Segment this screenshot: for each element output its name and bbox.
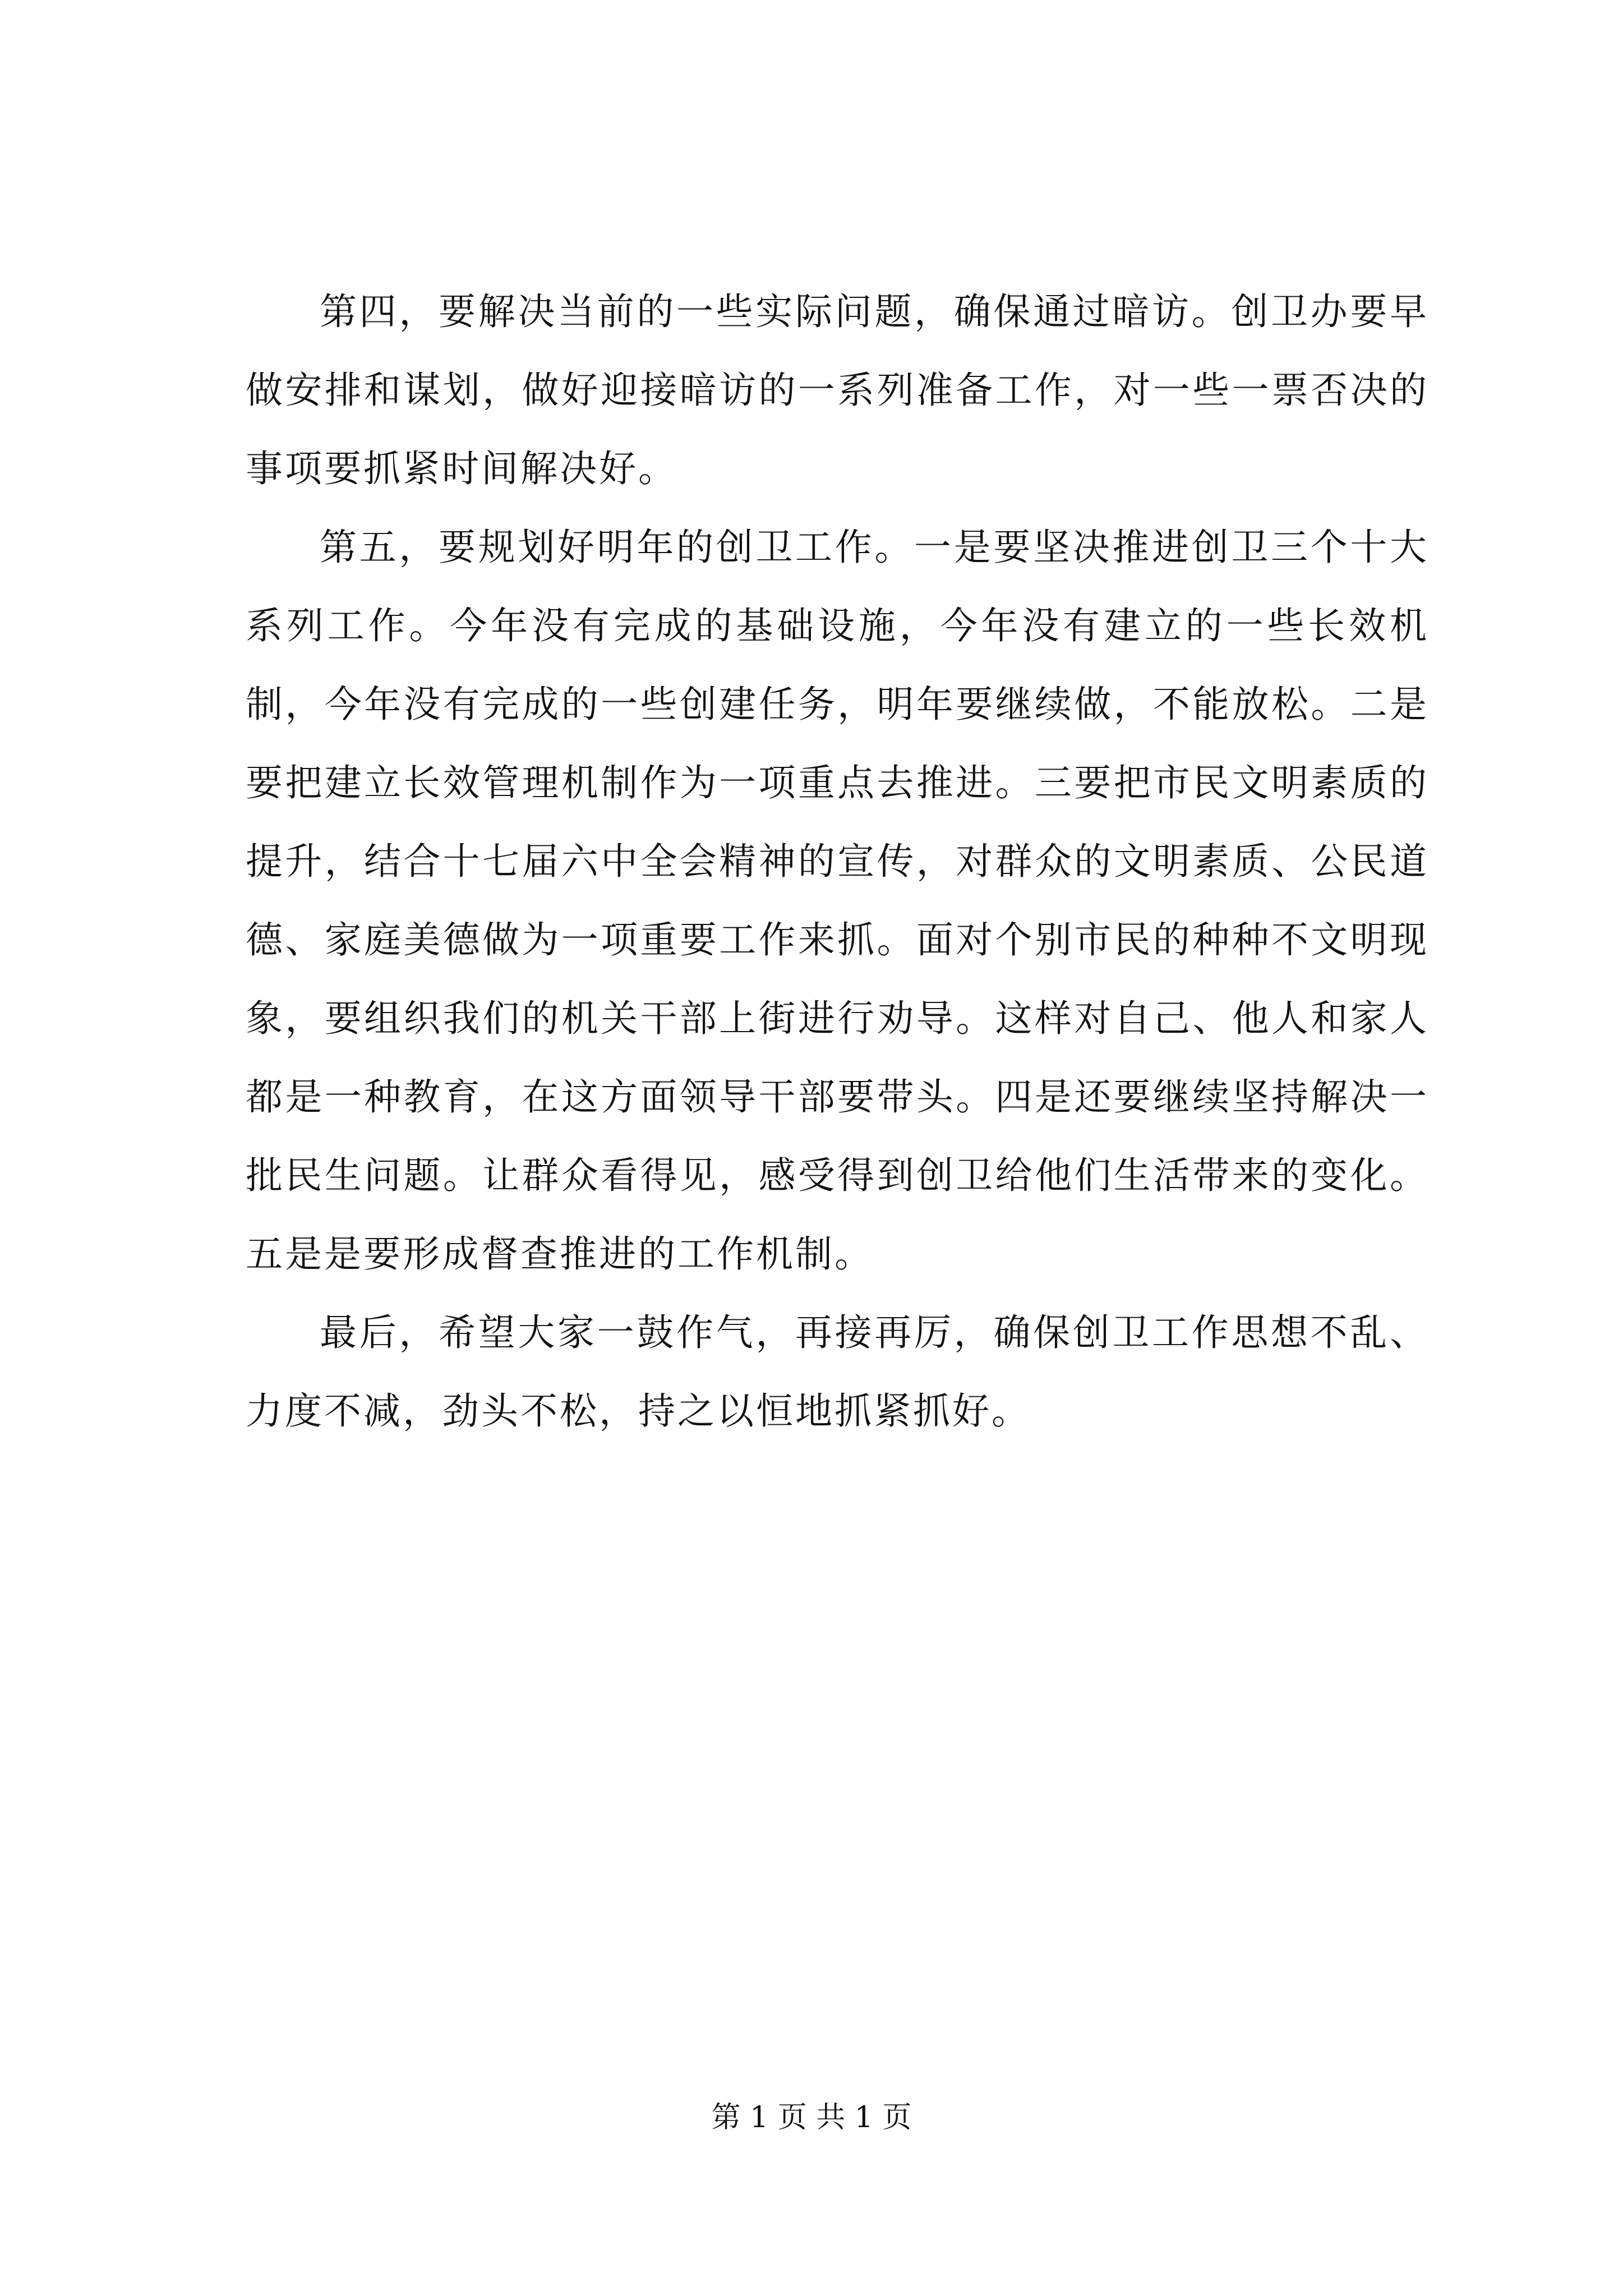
- page-number-footer: 第 1 页 共 1 页: [711, 2101, 912, 2134]
- paragraph-closing: 最后，希望大家一鼓作气，再接再厉，确保创卫工作思想不乱、力度不减，劲头不松，持之以恒地抓紧抓好。: [246, 1311, 1429, 1433]
- paragraph-fourth-point: 第四，要解决当前的一些实际问题，确保通过暗访。创卫办要早做安排和谋划，做好迎接暗访的一系列准备工作，对一些一票否决的事项要抓紧时间解决好。: [246, 290, 1429, 490]
- paragraph-fifth-point: 第五，要规划好明年的创卫工作。一是要坚决推进创卫三个十大系列工作。今年没有完成的基础设施，今年没有建立的一些长效机制，今年没有完成的一些创建任务，明年要继续做，不能放松。二是要把建立长效管理机制作为一项重点去推进。三要把市民文明素质的提升，结合十七届六中全会精神的宣传，对群众的文明素质、公民道德、家庭美德做为一项重要工作来抓。面对个别市民的种种不文明现象，要组织我们的机关干部上街进行劝导。这样对自己、他人和家人都是一种教育，在这方面领导干部要带头。四是还要继续坚持解决一批民生问题。让群众看得见，感受得到创卫给他们生活带来的变化。五是是要形成督查推进的工作机制。: [246, 526, 1429, 1276]
- document-body: [246, 273, 1429, 1451]
